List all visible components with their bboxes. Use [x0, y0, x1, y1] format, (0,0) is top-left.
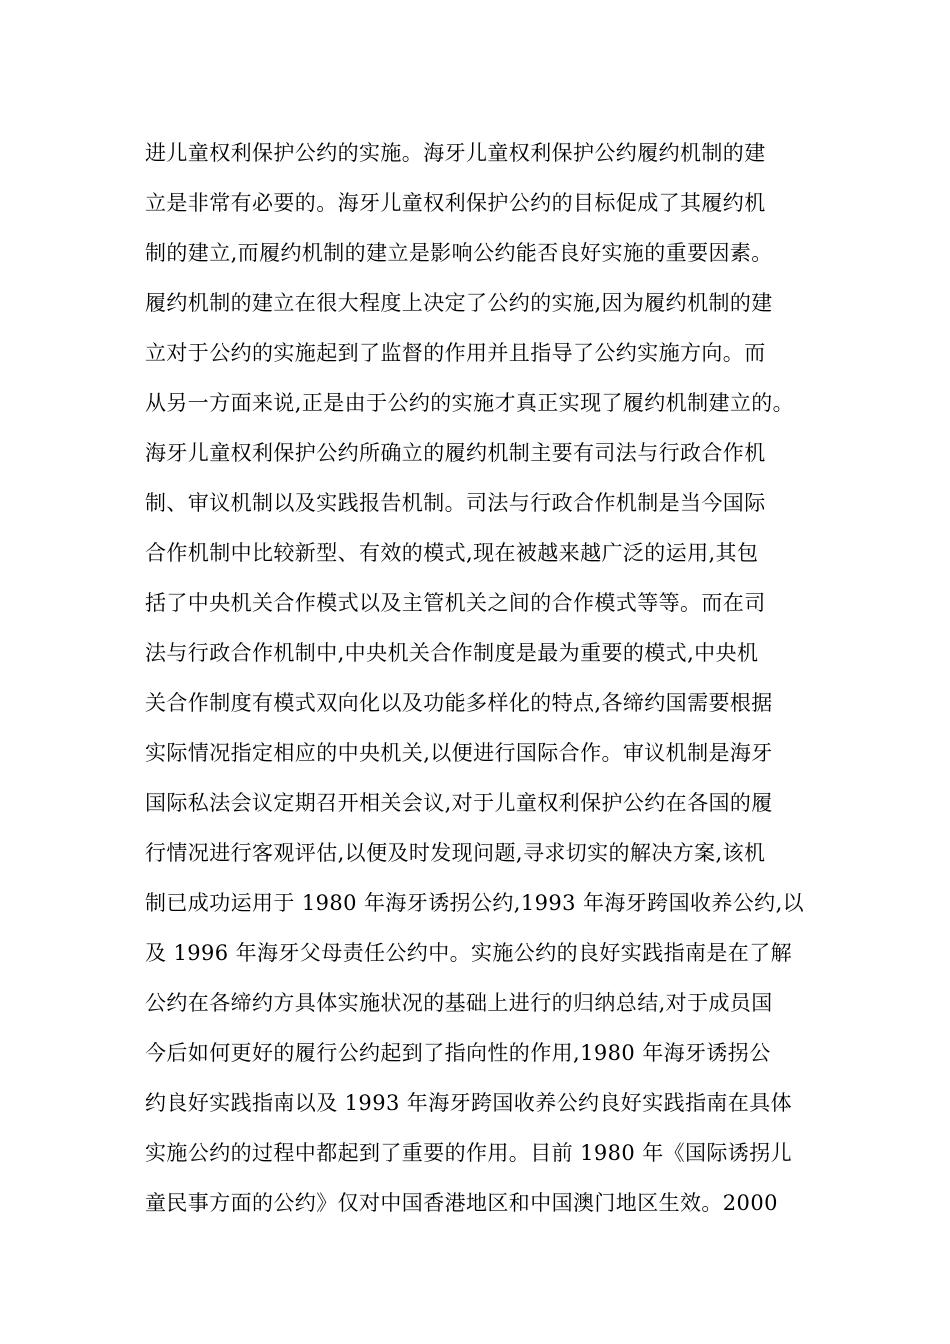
text-line: 及 1996 年海牙父母责任公约中。实施公约的良好实践指南是在了解	[145, 941, 792, 965]
text-line: 国际私法会议定期召开相关会议,对于儿童权利保护公约在各国的履	[145, 791, 773, 815]
text-line: 履约机制的建立在很大程度上决定了公约的实施,因为履约机制的建	[145, 291, 773, 315]
text-line: 立是非常有必要的。海牙儿童权利保护公约的目标促成了其履约机	[145, 191, 766, 215]
text-line: 从另一方面来说,正是由于公约的实施才真正实现了履约机制建立的。	[145, 391, 795, 415]
text-line: 实际情况指定相应的中央机关,以便进行国际合作。审议机制是海牙	[145, 741, 773, 765]
text-line: 制已成功运用于 1980 年海牙诱拐公约,1993 年海牙跨国收养公约,以	[145, 891, 805, 915]
text-line: 合作机制中比较新型、有效的模式,现在被越来越广泛的运用,其包	[145, 541, 759, 565]
text-line: 行情况进行客观评估,以便及时发现问题,寻求切实的解决方案,该机	[145, 841, 766, 865]
text-line: 括了中央机关合作模式以及主管机关之间的合作模式等等。而在司	[145, 591, 766, 615]
text-line: 制、审议机制以及实践报告机制。司法与行政合作机制是当今国际	[145, 491, 766, 515]
text-line: 法与行政合作机制中,中央机关合作制度是最为重要的模式,中央机	[145, 641, 759, 665]
text-line: 童民事方面的公约》仅对中国香港地区和中国澳门地区生效。2000	[145, 1191, 778, 1215]
body-paragraph	[145, 128, 825, 1228]
text-line: 今后如何更好的履行公约起到了指向性的作用,1980 年海牙诱拐公	[145, 1041, 771, 1065]
text-line: 进儿童权利保护公约的实施。海牙儿童权利保护公约履约机制的建	[145, 141, 766, 165]
text-line: 约良好实践指南以及 1993 年海牙跨国收养公约良好实践指南在具体	[145, 1091, 792, 1115]
text-line: 实施公约的过程中都起到了重要的作用。目前 1980 年《国际诱拐儿	[145, 1141, 792, 1165]
text-line: 立对于公约的实施起到了监督的作用并且指导了公约实施方向。而	[145, 341, 766, 365]
text-line: 公约在各缔约方具体实施状况的基础上进行的归纳总结,对于成员国	[145, 991, 773, 1015]
text-line: 制的建立,而履约机制的建立是影响公约能否良好实施的重要因素。	[145, 241, 773, 265]
text-line: 海牙儿童权利保护公约所确立的履约机制主要有司法与行政合作机	[145, 441, 766, 465]
text-line: 关合作制度有模式双向化以及功能多样化的特点,各缔约国需要根据	[145, 691, 773, 715]
